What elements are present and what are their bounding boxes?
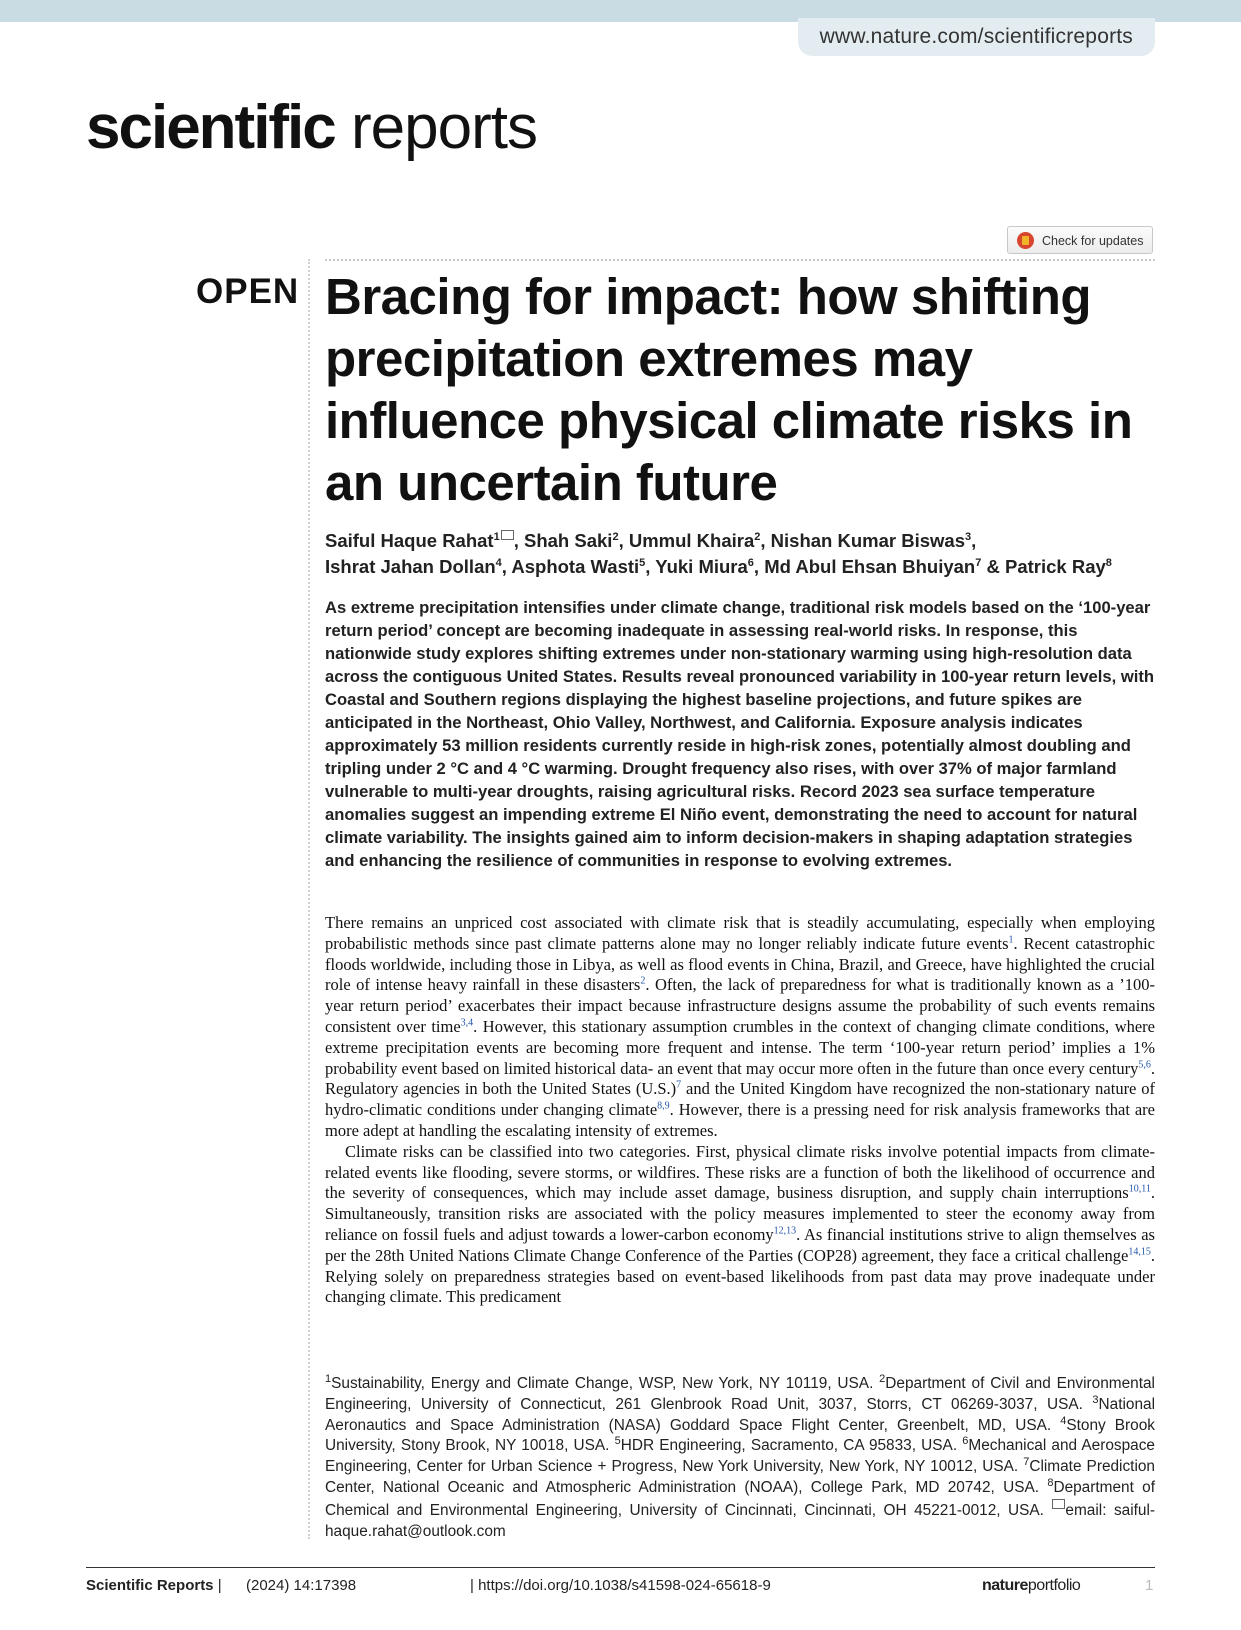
margin-divider	[308, 259, 310, 1539]
affiliation-number: 4	[1060, 1414, 1067, 1427]
affiliation-number: 2	[879, 1372, 886, 1385]
affiliation-text: Sustainability, Energy and Climate Change, WSP, New York, NY 10119, USA.	[331, 1375, 880, 1392]
body-text-run: . Often, the lack of preparedness for what is traditionally known as a ’100-year return period’ exacerbates their impact because infrastructure designs assume the probability of such events remains consistent over time	[325, 975, 1156, 1036]
logo-light: reports	[351, 93, 537, 162]
citation-link[interactable]: 12,13	[773, 1225, 797, 1237]
affiliation-text: Stony Brook University, Stony Brook, NY 10018, USA.	[325, 1416, 1155, 1455]
affiliation-text: National Aeronautics and Space Administration (NASA) Goddard Space Flight Center, Greenbelt, MD, USA.	[325, 1395, 1155, 1434]
body-text-run: Climate risks can be classified into two categories. First, physical climate risks involve potential impacts from climate-related events like flooding, severe storms, or wildfires. These risks are a function of both the likelihood of occurrence and the severity of consequences, which may include asset damage, business disruption, and supply chain interruptions	[325, 1141, 1155, 1203]
check-updates-button[interactable]	[1007, 226, 1153, 254]
affiliation-number: 8	[1047, 1476, 1054, 1489]
open-access-label: OPEN	[196, 272, 300, 311]
body-paragraph	[325, 913, 1155, 1142]
citation-link[interactable]: 3,4	[460, 1017, 474, 1029]
author-affiliation-mark: 5	[639, 556, 646, 569]
affiliation-text: Mechanical and Aerospace Engineering, Center for Urban Science + Progress, New York University, New York, NY 10012, USA.	[325, 1437, 1155, 1476]
footer-brand-light: portfolio	[1027, 1577, 1081, 1594]
citation-link[interactable]: 14,15	[1128, 1246, 1151, 1258]
author-name[interactable]: Ummul Khaira	[628, 530, 755, 551]
body-text-run: . Simultaneously, transition risks are associated with the policy measures implemented to steer the economy away from reliance on fossil fuels and adjust towards a lower-carbon economy	[325, 1183, 1155, 1244]
header-divider	[325, 259, 1155, 261]
body-text-run: . However, this stationary assumption crumbles in the context of changing climate conditions, where extreme precipitation events are becoming more frequent and intense. The term ‘100-year return period’ implies a 1% probability event based on limited historical data- an event that may occur more often in the future than once every century	[325, 1016, 1155, 1078]
author-name[interactable]: Ishrat Jahan Dollan	[325, 556, 496, 577]
citation-link[interactable]: 2	[640, 975, 646, 987]
body-text-run: . Relying solely on preparedness strategies based on event-based likelihoods from past data may prove inadequate under changing climate. This predicament	[325, 1245, 1155, 1307]
body-text-run: and the United Kingdom have recognized the non-stationary nature of hydro-climatic conditions under changing climate	[325, 1079, 1155, 1120]
footer-divider	[86, 1567, 1155, 1568]
body-paragraph	[325, 1142, 1155, 1308]
body-text-run: . Regulatory agencies in both the United States (U.S.)	[325, 1058, 1155, 1099]
page-number: 1	[1145, 1577, 1154, 1594]
affiliation-number: 7	[1023, 1456, 1030, 1469]
affiliation-number: 5	[614, 1435, 621, 1448]
logo-bold: scientific	[86, 93, 335, 162]
affiliation-number: 3	[1092, 1393, 1099, 1406]
author-name[interactable]: Saiful Haque Rahat	[325, 530, 494, 551]
body-text-run: . As financial institutions strive to align themselves as per the 28th United Nations Climate Change Conference of the Parties (COP28) agreement, they face a critical challenge	[325, 1224, 1155, 1265]
email-icon	[1052, 1499, 1065, 1509]
author-name[interactable]: Nishan Kumar Biswas	[770, 530, 965, 551]
abstract: As extreme precipitation intensifies under climate change, traditional risk models based on the ‘100-year return period’ concept are becoming inadequate in assessing real-world risks. In response, this nationwide study explores shifting extremes under non-stationary warming using high-resolution data across the contiguous United States. Results reveal pronounced variability in 100-year return levels, with Coastal and Southern regions displaying the highest baseline projections, and future spikes are anticipated in the Northeast, Ohio Valley, Northwest, and California. Exposure analysis indicates approximately 53 million residents currently reside in high-risk zones, potentially almost doubling and tripling under 2 °C and 4 °C warming. Drought frequency also rises, with over 37% of major farmland vulnerable to multi-year droughts, raising agricultural risks. Record 2023 sea surface temperature anomalies suggest an impending extreme El Niño event, demonstrating the need to account for natural climate variability. The insights gained aim to inform decision-makers in shaping adaptation strategies and enhancing the resilience of communities in response to evolving extremes.	[325, 598, 1155, 870]
author-affiliation-mark: 3	[965, 530, 972, 543]
author-affiliation-mark: 7	[975, 556, 982, 569]
affiliation-number: 6	[962, 1435, 969, 1448]
citation-link[interactable]: 1	[1008, 934, 1014, 946]
author-name[interactable]: Patrick Ray	[1005, 556, 1106, 577]
author-name[interactable]: Asphota Wasti	[511, 556, 640, 577]
affiliation-text: Climate Prediction Center, National Oceanic and Atmospheric Administration (NOAA), College Park, MD 20742, USA.	[325, 1458, 1155, 1496]
footer-journal	[86, 1577, 222, 1594]
crossmark-icon	[1017, 232, 1034, 249]
nature-portfolio-logo	[982, 1577, 1080, 1595]
author-affiliation-mark: 1	[493, 530, 500, 543]
body-text-run: . Recent catastrophic floods worldwide, including those in Libya, as well as flood events in China, Brazil, and Greece, have highlighted the crucial role of intense heavy rainfall in these disasters	[325, 933, 1155, 995]
article-title: Bracing for impact: how shifting precipitation extremes may influence physical climate risks in an uncertain future	[325, 268, 1133, 511]
author-name[interactable]: Yuki Miura	[655, 556, 748, 577]
body-text	[325, 913, 1155, 1308]
citation-link[interactable]: 7	[676, 1079, 682, 1091]
journal-logo	[86, 92, 537, 163]
author-affiliation-mark: 2	[612, 530, 619, 543]
affiliation-text: HDR Engineering, Sacramento, CA 95833, USA.	[620, 1437, 963, 1455]
citation-link[interactable]: 8,9	[657, 1100, 670, 1112]
author-affiliation-mark: 8	[1105, 556, 1112, 569]
footer-brand-bold: nature	[982, 1577, 1028, 1594]
journal-url[interactable]: www.nature.com/scientificreports	[798, 18, 1155, 56]
affiliation-text: Department of Civil and Environmental Engineering, University of Connecticut, 261 Glenbrook Road Unit, 3037, Storrs, CT 06269-3037, USA.	[325, 1375, 1155, 1413]
body-text-run: . However, there is a pressing need for risk analysis frameworks that are more adept at handling the escalating intensity of extremes.	[325, 1100, 1155, 1140]
corresponding-email[interactable]: email: saiful-haque.rahat@outlook.com	[325, 1501, 1156, 1540]
citation-link[interactable]: 5,6	[1138, 1059, 1151, 1071]
footer-journal-name: Scientific Reports	[86, 1577, 214, 1594]
author-affiliation-mark: 6	[747, 556, 754, 569]
footer-volume: (2024) 14:17398	[246, 1577, 357, 1594]
body-text-run: There remains an unpriced cost associated with climate risk that is steadily accumulating, especially when employing probabilistic methods since past climate patterns alone may no longer reliably indicate future events	[325, 913, 1155, 953]
footer-separator: |	[213, 1577, 222, 1594]
author-affiliation-mark: 4	[495, 556, 502, 569]
author-affiliation-mark: 2	[754, 530, 761, 543]
footer-doi-link[interactable]: | https://doi.org/10.1038/s41598-024-65618-9	[470, 1577, 771, 1594]
author-name[interactable]: Shah Saki	[524, 530, 613, 551]
author-name[interactable]: Md Abul Ehsan Bhuiyan	[764, 556, 976, 577]
citation-link[interactable]: 10,11	[1128, 1183, 1151, 1195]
affiliations	[325, 1374, 1155, 1543]
affiliation-text: Department of Chemical and Environmental Engineering, University of Cincinnati, Cincinnati, OH 45221-0012, USA.	[325, 1478, 1155, 1519]
email-icon[interactable]	[501, 530, 514, 540]
check-updates-label: Check for updates	[1042, 234, 1144, 248]
author-list: Saiful Haque Rahat$^1$ , Shah Saki$^2$, Ummul Khaira$^2$, Nishan Kumar Biswas$^3$, Ishrat Jahan Dollan$^4$, Asphota Wasti$^5$, Yuki Miura$^6$, Md Abul Ehsan Bhuiyan$^7$ & Patrick Ray$^8$	[325, 530, 1112, 577]
affiliation-number: 1	[325, 1372, 332, 1385]
